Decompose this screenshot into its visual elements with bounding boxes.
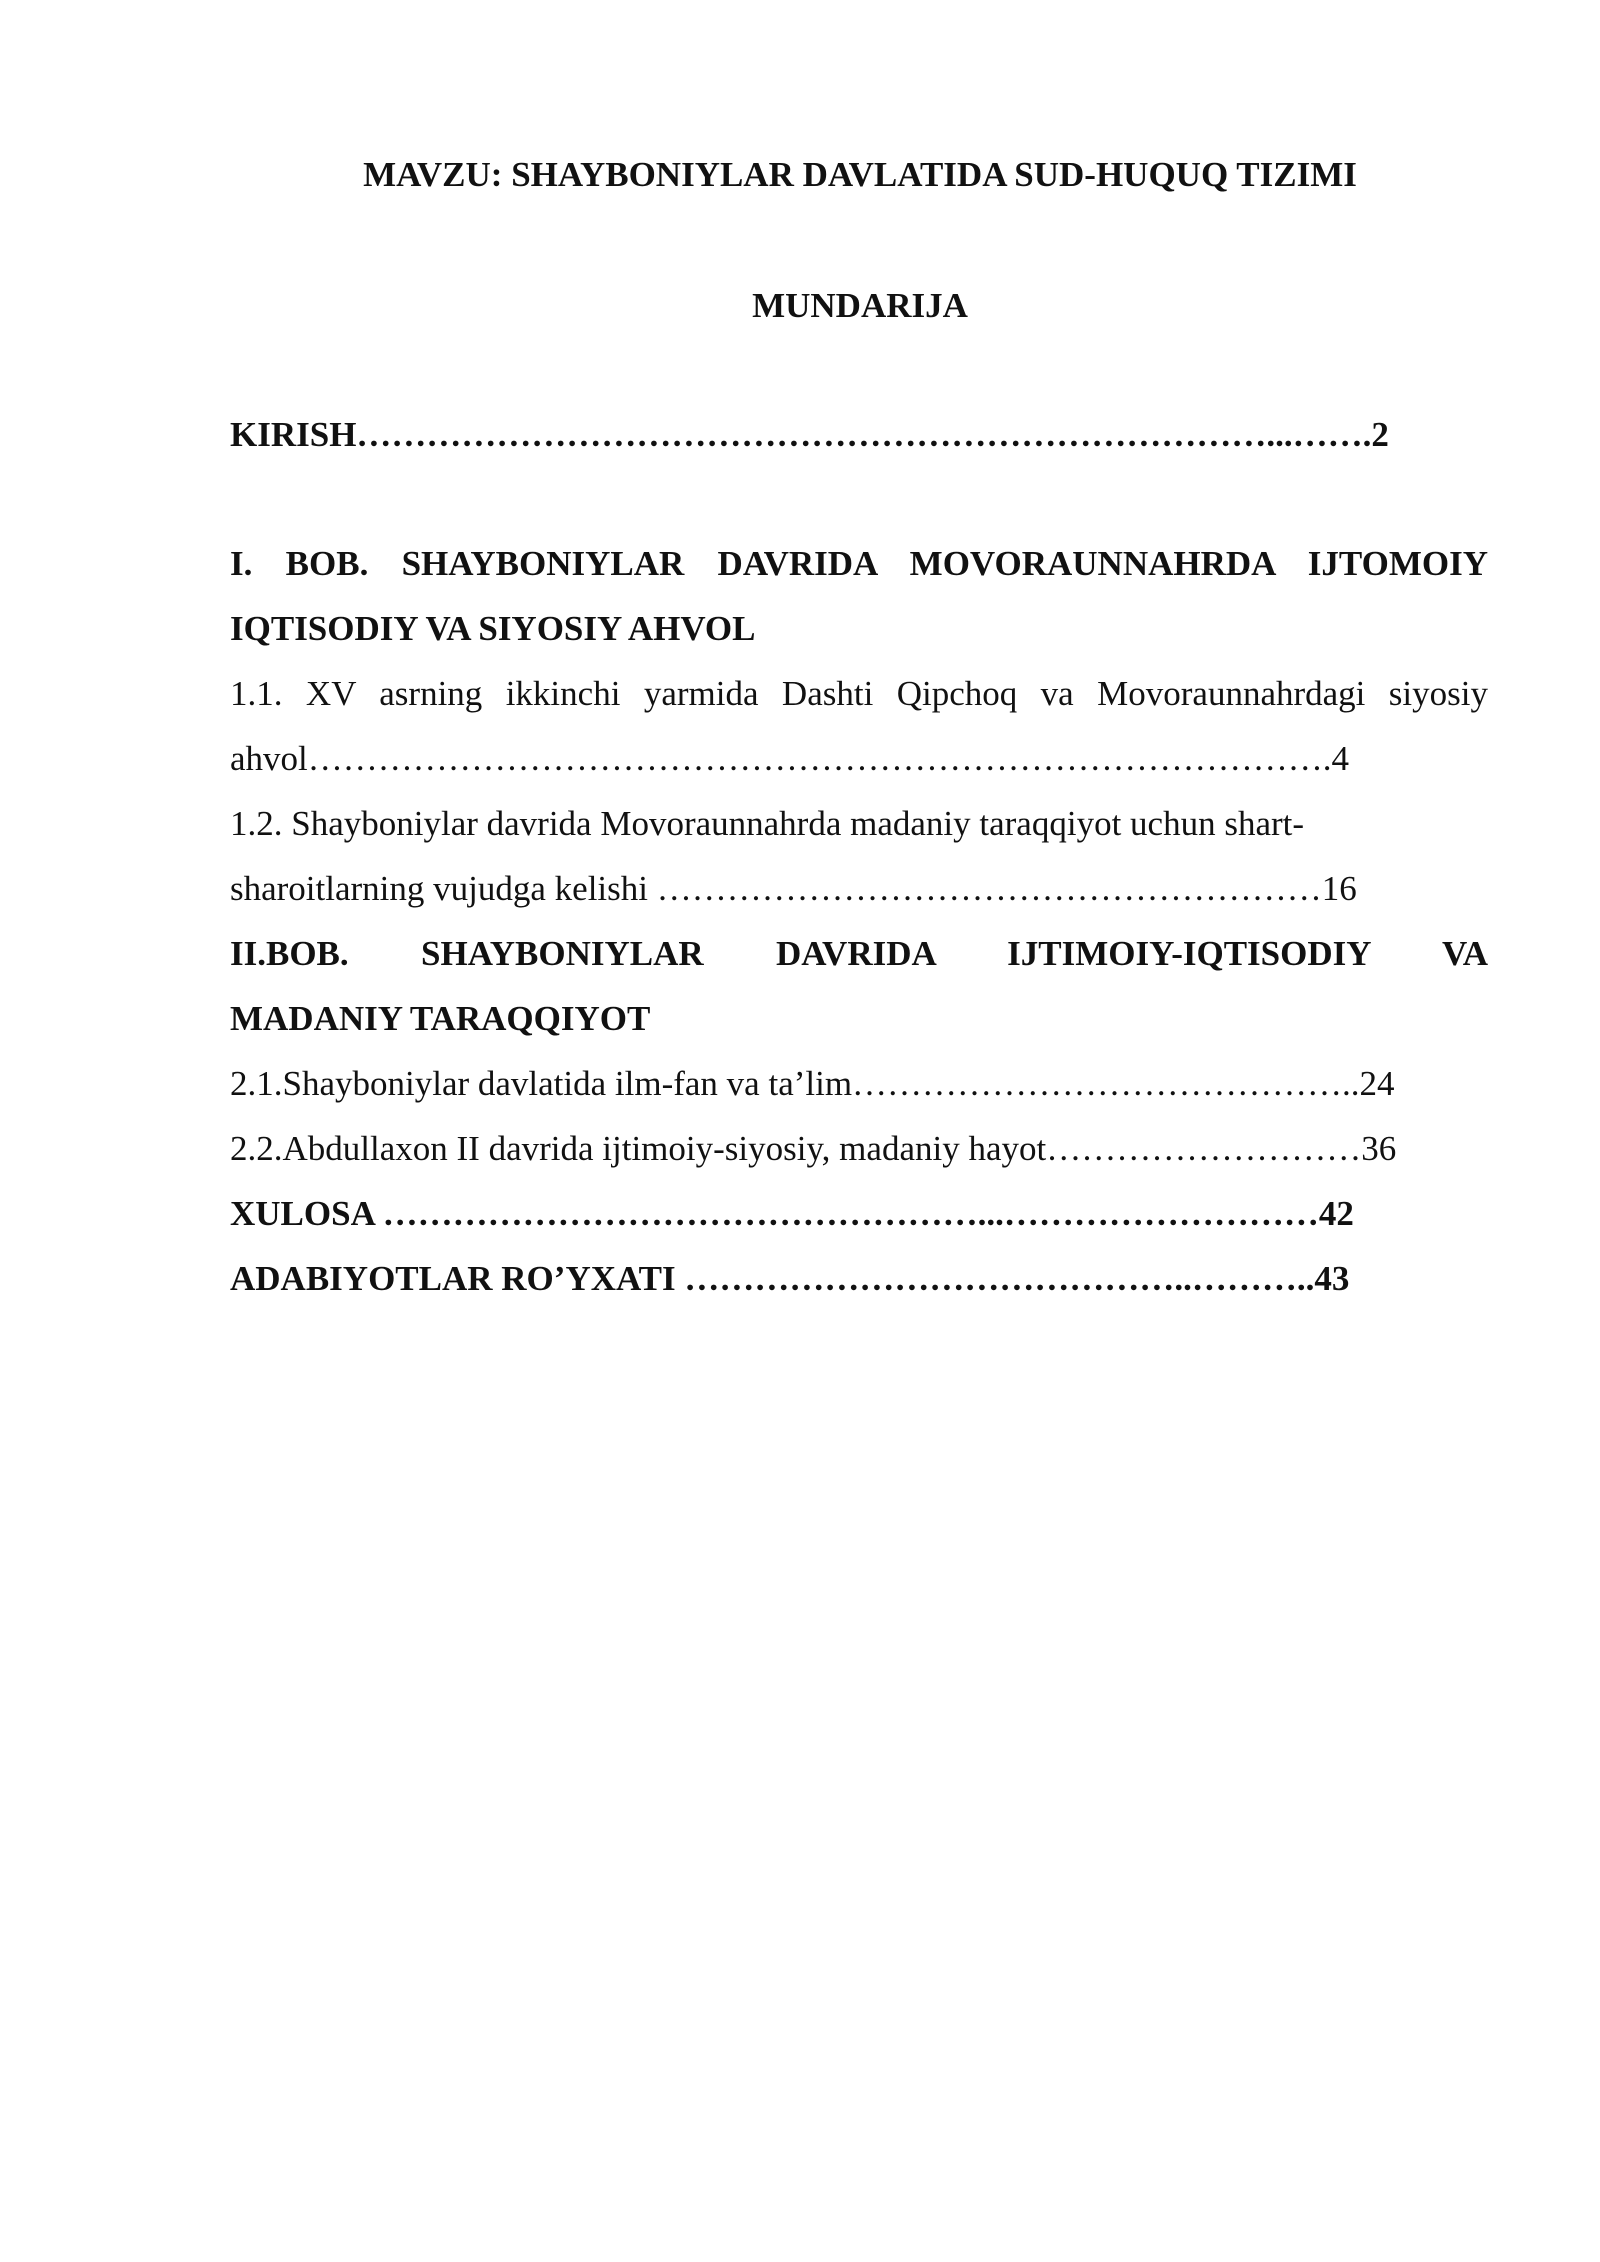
toc-chapter1-line1: I. BOB. SHAYBONIYLAR DAVRIDA MOVORAUNNAHRDA IJTOMOIY — [230, 544, 1488, 583]
toc-heading: MUNDARIJA — [752, 286, 968, 325]
toc-section-1-2-line1: 1.2. Shayboniylar davrida Movoraunnahrda madaniy taraqqiyot uchun shart- — [230, 804, 1305, 843]
toc-section-1-1-line2: ahvol…………………………………………………………………………….4 — [230, 739, 1350, 778]
toc-entry-kirish — [230, 412, 1488, 458]
toc-section-1-2-line2: sharoitlarning vujudga kelishi …………………………………………………16 — [230, 869, 1357, 908]
toc-entry-adabiyotlar: ADABIYOTLAR RO’YXATI ……………………………………..………..43 — [230, 1259, 1350, 1298]
toc-chapter2-line1: II.BOB. SHAYBONIYLAR DAVRIDA IJTIMOIY-IQTISODIY VA — [230, 934, 1488, 973]
toc-section-2-1: 2.1.Shayboniylar davlatida ilm-fan va ta’lim……………………………………..24 — [230, 1064, 1395, 1103]
toc-entry-xulosa: XULOSA ……………………………………………...………………………42 — [230, 1194, 1354, 1233]
toc-entry-kirish-text: KIRISH……………………………………………………………………...…….2 — [230, 415, 1389, 454]
toc-chapter1-line2: IQTISODIY VA SIYOSIY AHVOL — [230, 609, 756, 648]
toc-section-1-1-line1: 1.1. XV asrning ikkinchi yarmida Dashti Qipchoq va Movoraunnahrdagi siyosiy — [230, 674, 1488, 713]
toc-section-2-2: 2.2.Abdullaxon II davrida ijtimoiy-siyosiy, madaniy hayot………………………36 — [230, 1129, 1397, 1168]
document-title: MAVZU: SHAYBONIYLAR DAVLATIDA SUD-HUQUQ TIZIMI — [363, 155, 1357, 194]
toc-chapter2-line2: MADANIY TARAQQIYOT — [230, 999, 651, 1038]
